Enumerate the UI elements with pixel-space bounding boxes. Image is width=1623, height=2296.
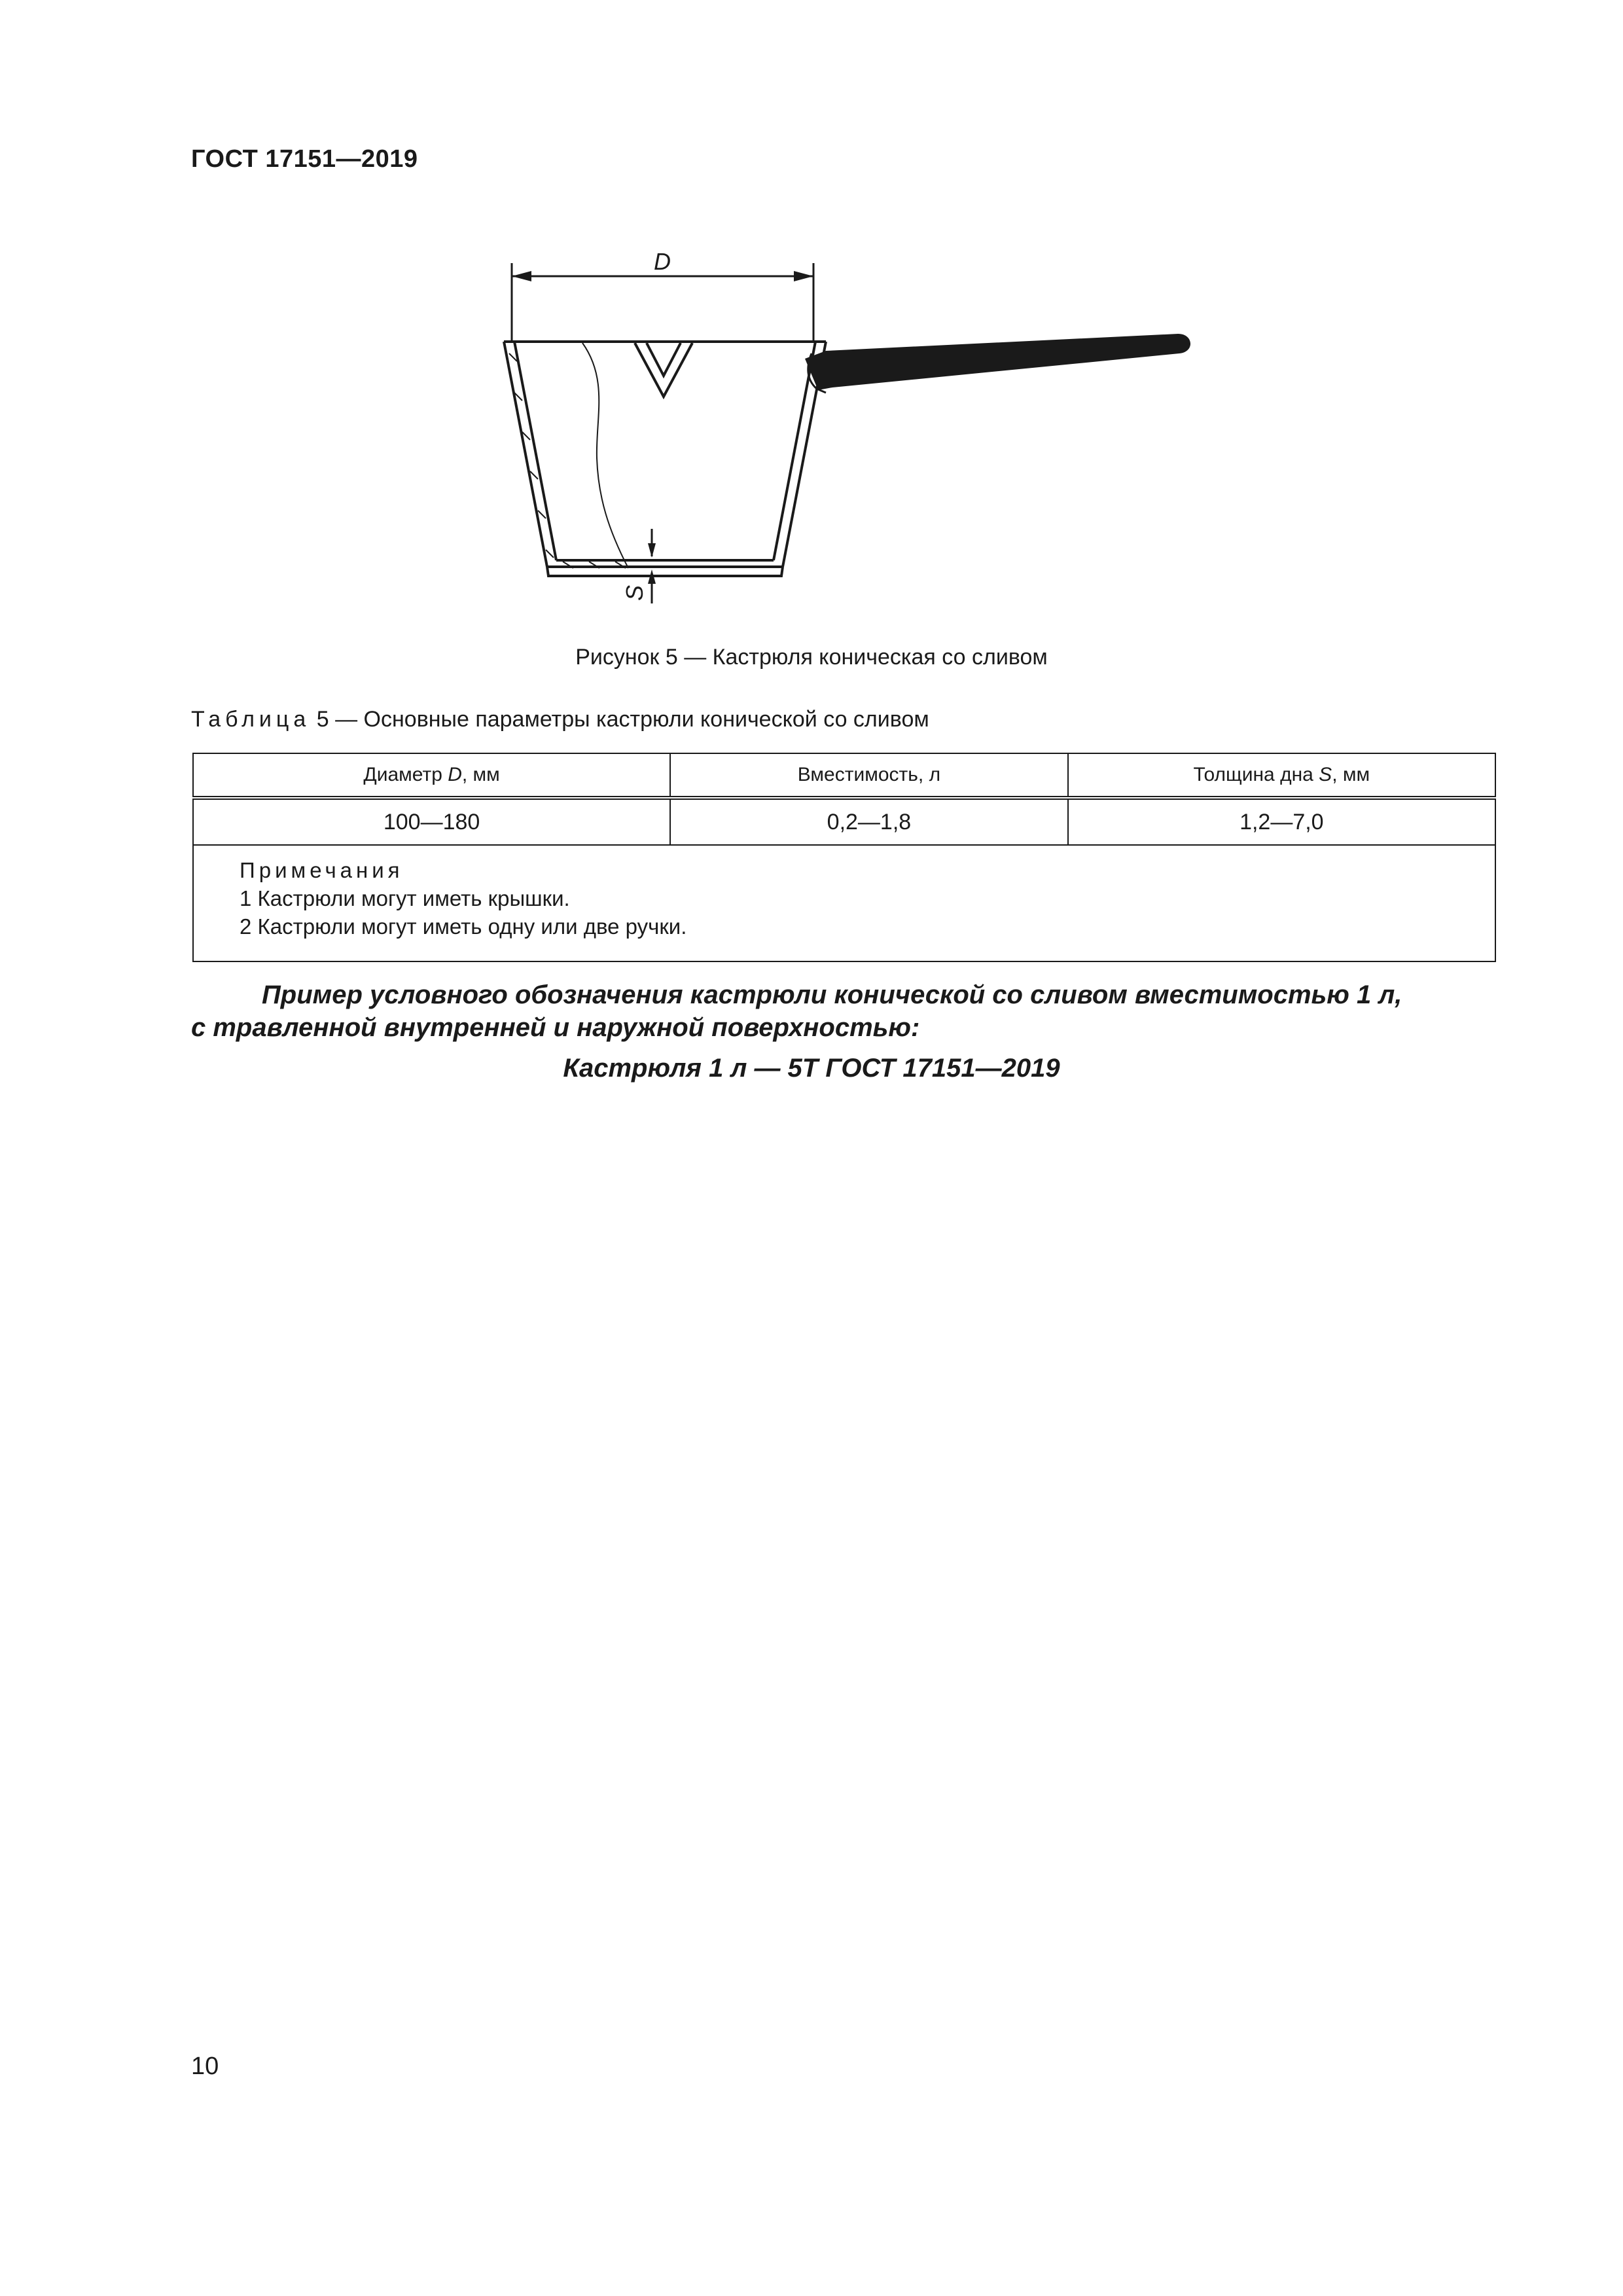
notes-row bbox=[193, 845, 1495, 961]
cell-capacity: 0,2—1,8 bbox=[670, 798, 1067, 845]
pot-body bbox=[504, 342, 826, 576]
table-notes bbox=[193, 845, 1495, 961]
table-title-word: Таблица bbox=[191, 707, 311, 732]
spout bbox=[635, 343, 692, 397]
pot-handle bbox=[805, 334, 1190, 390]
example-designation: Кастрюля 1 л — 5Т ГОСТ 17151—2019 bbox=[563, 1054, 1060, 1083]
dim-d-arrow-left bbox=[512, 271, 531, 281]
dim-s-arrow-top bbox=[648, 543, 656, 558]
header-thickness: Толщина дна S, мм bbox=[1068, 753, 1495, 798]
table-header-row bbox=[193, 753, 1495, 798]
table-row bbox=[193, 798, 1495, 845]
document-header: ГОСТ 17151—2019 bbox=[191, 145, 418, 173]
parameters-table bbox=[192, 753, 1496, 962]
example-text: Пример условного обозначения кастрюли конической со сливом вместимостью 1 л, bbox=[262, 980, 1402, 1009]
dim-d-arrow-right bbox=[794, 271, 813, 281]
header-diameter: Диаметр D, мм bbox=[193, 753, 670, 798]
example-text-continued: с травленной внутренней и наружной поверхностью: bbox=[191, 1013, 920, 1042]
note-item: 1 Кастрюли могут иметь крышки. bbox=[240, 886, 570, 910]
dim-d-label: D bbox=[654, 248, 671, 275]
table-title bbox=[191, 707, 929, 732]
cell-thickness: 1,2—7,0 bbox=[1068, 798, 1495, 845]
table-title-rest: 5 — Основные параметры кастрюли конической со сливом bbox=[310, 707, 929, 732]
header-capacity: Вместимость, л bbox=[670, 753, 1067, 798]
notes-title: Примечания bbox=[240, 858, 404, 882]
cell-diameter: 100—180 bbox=[193, 798, 670, 845]
page-number: 10 bbox=[191, 2053, 219, 2080]
section-break-line bbox=[582, 343, 628, 568]
saucepan-drawing bbox=[0, 0, 1623, 628]
note-item: 2 Кастрюли могут иметь одну или две ручки. bbox=[240, 914, 687, 939]
figure-caption: Рисунок 5 — Кастрюля коническая со сливом bbox=[575, 645, 1048, 670]
dim-s-label: S bbox=[621, 584, 648, 601]
